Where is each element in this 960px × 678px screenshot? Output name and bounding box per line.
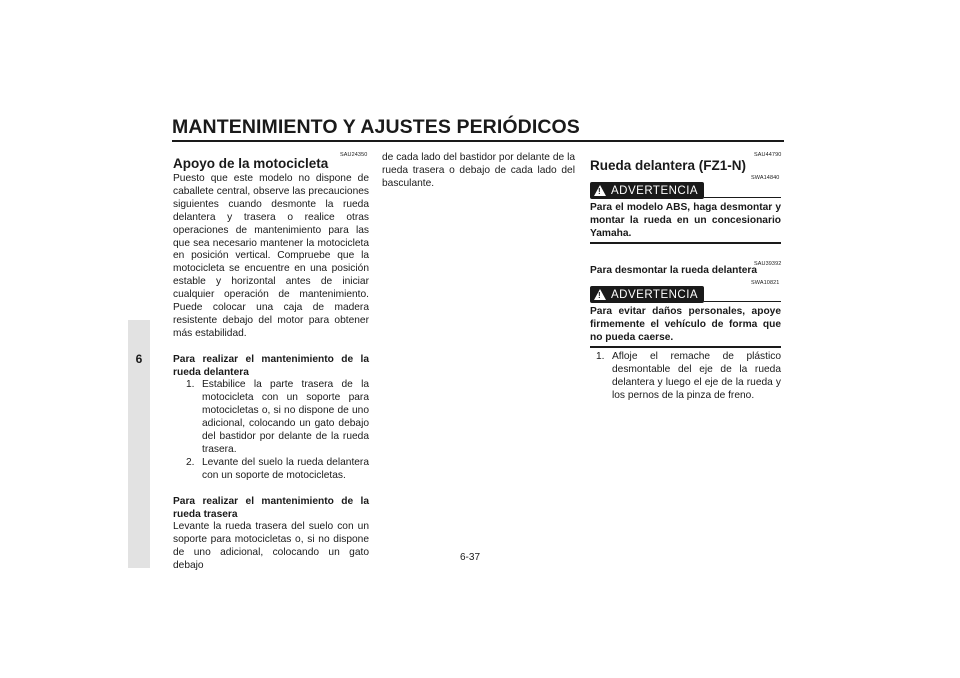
list-item: [186, 379, 369, 456]
section-code: SAU39392: [754, 261, 782, 267]
intro-paragraph: Puesto que este modelo no dispone de caballete central, observe las precauciones siguientes cuando desmonte la rueda delantera y trasera o realice otras operaciones de mantenimiento para las que sea necesario mantener la motocicleta en posición vertical. Compruebe que la motocicleta se encuentre en una posición estable y horizontal antes de iniciar cualquier operación de mantenimiento. Puede colocar una caja de madera resistente debajo del motor para obtener más estabilidad.: [173, 173, 369, 339]
warning-code: SWA14840: [751, 175, 780, 181]
step-text: Afloje el remache de plástico desmontable del eje de la rueda delantera y luego el eje de la rueda y los pernos de la pinza de freno.: [612, 351, 781, 401]
warning-end-rule: [590, 346, 781, 348]
section-code: SAU24350: [340, 152, 368, 158]
warning-label: ADVERTENCIA: [611, 184, 699, 197]
step-number: 1.: [596, 351, 605, 362]
warning-triangle-icon: !: [594, 185, 606, 196]
step-number: 1.: [186, 379, 195, 391]
continued-paragraph: de cada lado del bastidor por delante de la rueda trasera o debajo de cada lado del basculante.: [382, 152, 575, 189]
warning-end-rule: [590, 242, 781, 244]
section-code: SAU44790: [754, 152, 782, 158]
remove-subheading: Para desmontar la rueda delantera: [590, 265, 758, 276]
rear-wheel-paragraph: Levante la rueda trasera del suelo con un soporte para motocicletas o, si no dispone de uno adicional, colocando un gato debajo: [173, 521, 369, 572]
rear-wheel-subheading: Para realizar el mantenimiento de la rueda trasera: [173, 495, 369, 520]
warning-rule: [704, 197, 781, 198]
step-text: Estabilice la parte trasera de la motocicleta con un soporte para motocicletas o, si no dispone de uno adicional, colocando un gato debajo del bastidor por delante de la rueda trasera.: [202, 379, 369, 456]
column-2: [382, 152, 575, 191]
list-item: [186, 457, 369, 483]
warning-triangle-icon: !: [594, 289, 606, 300]
section-heading: Rueda delantera (FZ1-N): [590, 158, 747, 173]
list-item: [596, 351, 781, 403]
warning-banner: [590, 286, 704, 303]
warning-text: Para el modelo ABS, haga desmontar y montar la rueda en un concesionario Yamaha.: [590, 202, 781, 239]
header-rule: [172, 140, 784, 142]
warning-banner: [590, 182, 704, 199]
warning-text: Para evitar daños personales, apoye firmemente el vehículo de forma que no pueda caerse.: [590, 306, 781, 343]
warning-label-box: [590, 182, 704, 199]
page-header-title: MANTENIMIENTO Y AJUSTES PERIÓDICOS: [172, 116, 580, 138]
front-wheel-subheading: Para realizar el mantenimiento de la rueda delantera: [173, 353, 369, 378]
warning-rule: [704, 301, 781, 302]
chapter-tab-number: 6: [135, 352, 143, 366]
page-number: 6-37: [460, 552, 481, 563]
step-text: Levante del suelo la rueda delantera con un soporte de motocicletas.: [202, 456, 369, 481]
warning-label-box: [590, 286, 704, 303]
column-1: [173, 173, 369, 573]
remove-steps: [596, 351, 781, 403]
warning-code: SWA10821: [751, 280, 780, 286]
warning-label: ADVERTENCIA: [611, 288, 699, 301]
step-number: 2.: [186, 456, 195, 468]
front-wheel-steps: [173, 379, 369, 482]
section-heading: Apoyo de la motocicleta: [173, 156, 329, 171]
